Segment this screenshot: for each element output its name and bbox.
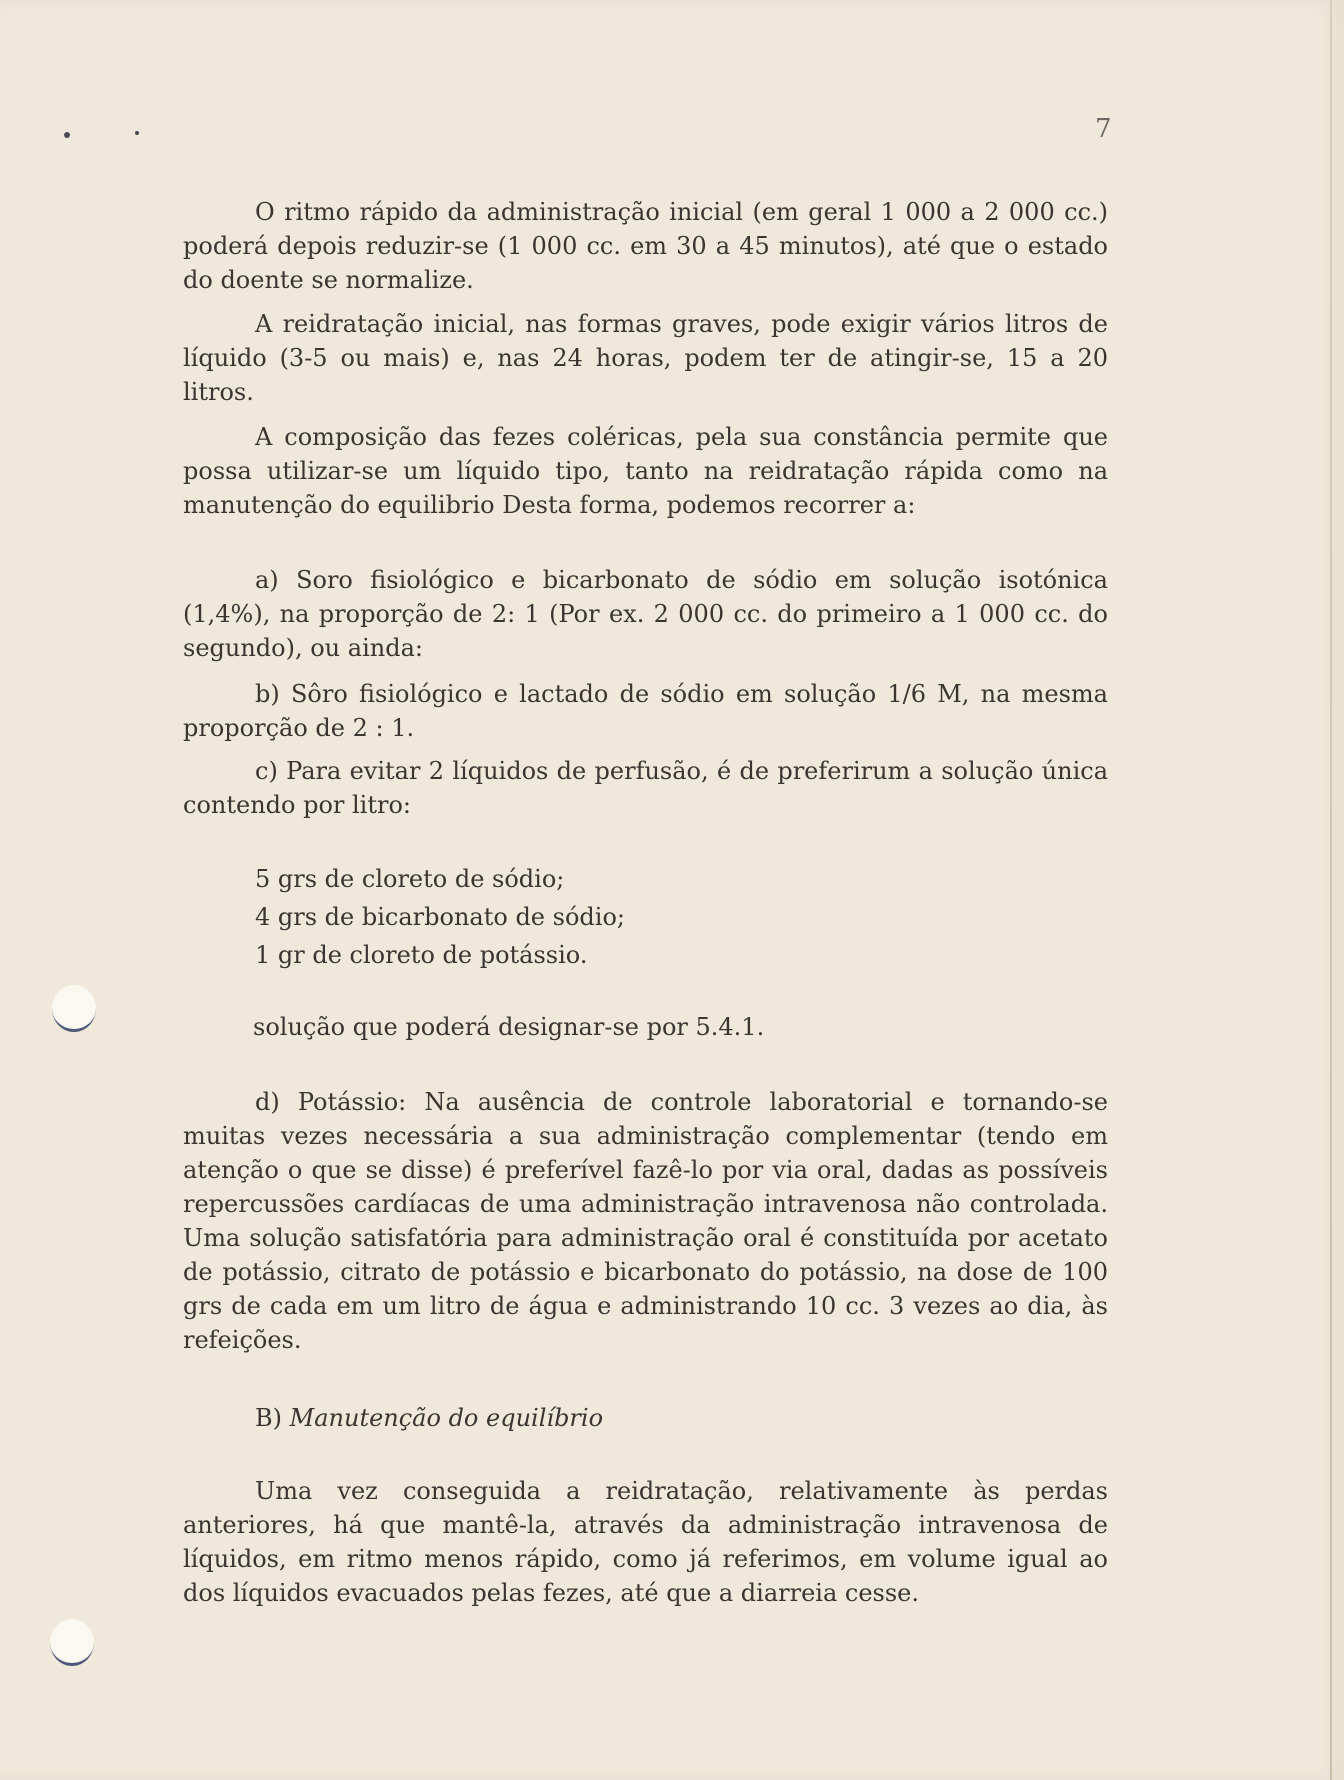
paragraph-text: b) Sôro fisiológico e lactado de sódio em solução 1/6 M, na mesma proporção de 2 : 1. [183,680,1108,742]
paragraph [183,307,1108,409]
paragraph [183,195,1108,297]
paragraph-text: a) Soro fisiológico e bicarbonato de sódio em solução isotónica (1,4%), na proporção de 2: 1 (Por ex. 2 000 cc. do primeiro a 1 000 cc. do segundo), ou ainda: [183,566,1108,662]
paragraph [183,420,1108,522]
page-number: 7 [1095,114,1112,144]
list-item-d [183,1085,1108,1357]
solution-note: solução que poderá designar-se por 5.4.1. [253,1013,765,1041]
paragraph-text: Uma vez conseguida a reidratação, relativamente às perdas anteriores, há que mantê-la, através da administração intravenosa de líquidos, em ritmo menos rápido, como já referimos, em volume igual ao dos líquidos evacuados pelas fezes, até que a diarreia cesse. [183,1477,1108,1607]
formula-line: 5 grs de cloreto de sódio; [255,865,565,893]
list-item-a [183,563,1108,665]
paragraph [183,1474,1108,1610]
paragraph-text: d) Potássio: Na ausência de controle laboratorial e tornando-se muitas vezes necessária a sua administração complementar (tendo em atenção o que se disse) é preferível fazê-lo por via oral, dadas as possíveis repercussões cardíacas de uma administração intravenosa não controlada. Uma solução satisfatória para administração oral é constituída por acetato de potássio, citrato de potássio e bicarbonato do potássio, na dose de 100 grs de cada em um litro de água e administrando 10 cc. 3 vezes ao dia, às refeições. [183,1088,1108,1354]
ink-speck [135,131,139,135]
paragraph-text: A composição das fezes coléricas, pela sua constância permite que possa utilizar-se um líquido tipo, tanto na reidratação rápida como na manutenção do equilibrio Desta forma, podemos recorrer a: [183,423,1108,519]
section-heading [255,1404,603,1432]
formula-list [255,860,855,974]
paragraph-text: c) Para evitar 2 líquidos de perfusão, é de preferirum a solução única contendo por litro: [183,757,1108,819]
ink-speck [64,132,70,138]
paragraph-text: A reidratação inicial, nas formas graves, pode exigir vários litros de líquido (3-5 ou mais) e, nas 24 horas, podem ter de atingir-se, 15 a 20 litros. [183,310,1108,406]
section-label: B) [255,1404,282,1432]
list-item-c [183,754,1108,822]
list-item-b [183,677,1108,745]
paragraph-text: O ritmo rápido da administração inicial (em geral 1 000 a 2 000 cc.) poderá depois reduzir-se (1 000 cc. em 30 a 45 minutos), até que o estado do doente se normalize. [183,198,1108,294]
formula-line: 4 grs de bicarbonato de sódio; [255,903,625,931]
page-edge [1330,0,1332,1780]
punch-hole [50,1619,94,1666]
formula-line: 1 gr de cloreto de potássio. [255,941,588,969]
section-title: Manutenção do equilíbrio [289,1404,604,1432]
punch-hole [52,985,96,1032]
